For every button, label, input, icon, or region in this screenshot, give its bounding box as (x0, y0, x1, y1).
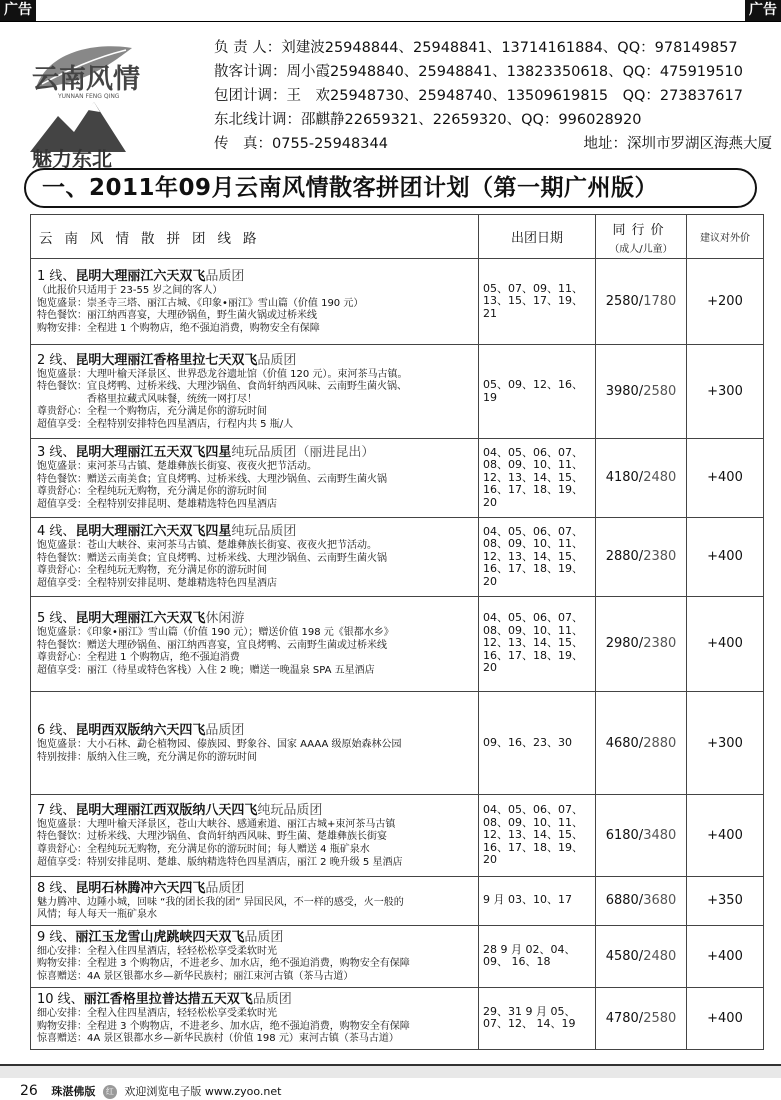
child-price: 3480 (643, 828, 677, 844)
route-name: 丽江香格里拉普达措五天双飞 (83, 992, 253, 1007)
peer-price: 3980/2580 (596, 345, 687, 439)
contact-individual: 散客计调：周小霞25948840、25948841、13823350618、QQ：475919510 (214, 64, 743, 80)
departure-dates: 05、09、12、16、 19 (479, 345, 596, 439)
brand-logo (28, 40, 178, 170)
route-detail-line: 特色餐饮：赠送云南美食；宜良烤鸭、过桥米线、大理沙锅鱼、云南野生菌火锅 (37, 473, 387, 485)
child-price: 2480 (643, 948, 677, 964)
route-detail-line: 特色餐饮：赠送大理砂锅鱼、丽江纳西喜宴，宜良烤鸭、云南野生菌或过桥米线 (37, 639, 387, 651)
route-detail-line: 尊贵舒心：全程纯玩无购物，充分满足你的游玩时间 (37, 486, 267, 498)
peer-price: 2580/1780 (596, 259, 687, 345)
adult-price: 4680 (605, 735, 639, 751)
header-price (596, 215, 687, 259)
footer-bar (0, 1064, 781, 1078)
route-detail-line: 风情；每人每天一瓶矿泉水 (37, 909, 157, 921)
departure-dates: 28 9 月 02、04、09、 16、18 (479, 925, 596, 987)
route-detail-line: 细心安排：全程入住四星酒店，轻轻松松享受柔软时光 (37, 945, 277, 957)
peer-price: 2980/2380 (596, 596, 687, 691)
adult-price: 4780 (605, 1010, 639, 1026)
route-detail-line: 饱览盛景：《印象•丽江》雪山篇（价值 190 元）；赠送价值 198 元《银都水乡》 (37, 627, 394, 639)
route-grade: 品质团 (244, 929, 284, 945)
route-detail-line: 惊喜赠送：4A 景区银都水乡—新华民族村（价值 198 元）束河古镇（茶马古道） (37, 1033, 399, 1045)
departure-dates: 04、05、06、07、 08、09、10、11、 12、13、14、15、 16、17、18、19、 20 (479, 596, 596, 691)
route-detail-line: 超值享受：丽江（待星或特色客栈）入住 2 晚；赠送一晚温泉 SPA 五星酒店 (37, 664, 375, 676)
route-detail-line: 饱览盛景：大理叶榆天泽景区，苍山大峡谷、感通索道、丽江古城+束河茶马古镇 (37, 818, 396, 830)
route-name: 昆明大理丽江六天双飞 (75, 268, 206, 284)
route-title (37, 722, 474, 739)
route-detail-line: 超值享受：全程特别安排昆明、楚雄精选特色四星酒店 (37, 498, 277, 510)
suggested-markup: +400 (687, 596, 764, 691)
adult-price: 2580 (605, 294, 639, 310)
route-detail-line: 特色餐饮：丽江纳西喜宴，大理砂锅鱼，野生菌火锅或过桥米线 (37, 310, 317, 322)
child-price: 2580 (643, 1010, 677, 1026)
route-grade: 品质团 (252, 992, 292, 1007)
route-name: 昆明西双版纳六天四飞 (75, 722, 206, 738)
route-title (37, 610, 474, 627)
contact-address: 地址：深圳市罗湖区海燕大厦 (583, 136, 772, 152)
logo-brand-pinyin: YUNNAN FENG QING (58, 93, 120, 100)
route-grade: 纯玩品质团 (257, 802, 323, 818)
table-row (31, 259, 764, 345)
route-detail-line: 特色餐饮：宜良烤鸭、过桥米线、大理沙锅鱼、食尚轩纳西风味、云南野生菌火锅、 (37, 381, 407, 393)
peer-price: 6180/3480 (596, 795, 687, 876)
child-price: 2480 (643, 470, 677, 486)
contact-fax: 传 真：0755-25948344 (214, 136, 388, 152)
table-row (31, 596, 764, 691)
route-title (37, 523, 474, 540)
route-detail-line: 饱览盛景：大小石林、勐仑植物园、傣族园、野象谷、国家 AAAA 级原始森林公园 (37, 738, 402, 750)
route-cell (31, 795, 479, 876)
schedule-banner: 一、2011年09月云南风情散客拼团计划（第一期广州版） (24, 168, 757, 208)
route-number: 10 线、 (37, 992, 84, 1007)
route-cell (31, 987, 479, 1049)
route-name: 昆明大理丽江五天双飞四星 (75, 445, 232, 461)
departure-dates: 9 月 03、10、17 (479, 876, 596, 925)
departure-dates: 09、16、23、30 (479, 691, 596, 795)
leaf-mountain-logo-icon (28, 40, 178, 170)
departure-dates: 04、05、06、07、 08、09、10、11、 12、13、14、15、 16、17、18、19、 20 (479, 517, 596, 596)
route-number: 5 线、 (37, 611, 76, 627)
adult-price: 6180 (605, 828, 639, 844)
route-detail-line: 尊贵舒心：全程纯玩无购物，充分满足你的游玩时间；每人赠送 4 瓶矿泉水 (37, 844, 370, 856)
route-name: 昆明大理丽江六天双飞四星 (75, 524, 232, 540)
route-detail-line: 超值享受：全程特别安排特色四星酒店，行程内共 5 瓶/人 (37, 418, 294, 430)
suggested-markup: +400 (687, 925, 764, 987)
route-detail-line: 饱览盛景：束河茶马古镇、楚雄彝族长街宴、夜夜火把节活动。 (37, 461, 317, 473)
route-title (37, 352, 474, 369)
suggested-markup: +350 (687, 876, 764, 925)
route-title (37, 268, 474, 285)
contact-info (214, 36, 774, 156)
peer-price: 2880/2380 (596, 517, 687, 596)
route-detail-line: 饱览盛景：苍山大峡谷、束河茶马古镇、楚雄彝族长街宴、夜夜火把节活动。 (37, 540, 377, 552)
logo-brand-text: 云南风情 (32, 64, 140, 95)
route-detail-line: 特别按排：版纳入住三晚，充分满足你的游玩时间 (37, 751, 257, 763)
child-price: 2880 (643, 735, 677, 751)
route-number: 8 线、 (37, 880, 76, 896)
header-extra: 建议对外价 (687, 215, 764, 259)
route-cell (31, 596, 479, 691)
suggested-markup: +200 (687, 259, 764, 345)
child-price: 1780 (643, 294, 677, 310)
route-grade: 品质团 (205, 722, 245, 738)
suggested-markup: +400 (687, 795, 764, 876)
route-detail-line: 特色餐饮：过桥米线、大理沙锅鱼、食尚轩纳西风味、野生菌、楚雄彝族长街宴 (37, 831, 387, 843)
departure-dates: 04、05、06、07、 08、09、10、11、 12、13、14、15、 16、17、18、19、 20 (479, 795, 596, 876)
header-price-label: 同行价 (612, 222, 670, 238)
route-detail-line: 尊贵舒心：全程进 1 个购物店，绝不强迫消费 (37, 652, 240, 664)
table-row (31, 438, 764, 517)
route-name: 昆明大理丽江西双版纳八天四飞 (75, 802, 258, 818)
peer-price: 4580/2480 (596, 925, 687, 987)
route-detail-line: 超值享受：特别安排昆明、楚雄、版纳精选特色四星酒店，丽江 2 晚升级 5 星酒店 (37, 856, 403, 868)
route-grade: 纯玩品质团 (231, 524, 297, 540)
route-number: 7 线、 (37, 802, 76, 818)
adult-price: 2980 (605, 636, 639, 652)
peer-price: 4680/2880 (596, 691, 687, 795)
route-title (37, 929, 474, 946)
route-detail-line: 饱览盛景：大理叶榆天泽景区、世界恐龙谷遗址馆（价值 120 元）。束河茶马古镇。 (37, 368, 408, 380)
route-detail-line: 特色餐饮：赠送云南美食；宜良烤鸭、过桥米线、大理沙锅鱼、云南野生菌火锅 (37, 552, 387, 564)
header-dates: 出团日期 (479, 215, 596, 259)
footer-text (20, 1083, 281, 1099)
suggested-markup: +300 (687, 345, 764, 439)
route-name: 昆明大理丽江香格里拉七天双飞 (75, 352, 258, 368)
logo-sub-text: 魅力东北 (32, 147, 112, 170)
route-name: 昆明石林腾冲六天四飞 (75, 880, 206, 896)
table-row (31, 795, 764, 876)
route-title (37, 444, 474, 461)
departure-dates: 04、05、06、07、 08、09、10、11、 12、13、14、15、 16、17、18、19、 20 (479, 438, 596, 517)
table-row (31, 925, 764, 987)
peer-price: 6880/3680 (596, 876, 687, 925)
contact-manager: 负 责 人：刘建波25948844、25948841、13714161884、QQ：978149857 (214, 40, 738, 56)
route-cell (31, 925, 479, 987)
route-title (37, 880, 474, 897)
route-title (37, 991, 474, 1008)
route-detail-line: 尊贵舒心：全程一个购物店，充分满足你的游玩时间 (37, 406, 267, 418)
footer-website: 欢迎浏览电子版 www.zyoo.net (124, 1085, 282, 1098)
departure-dates: 05、07、09、11、 13、15、17、19、 21 (479, 259, 596, 345)
route-name: 丽江玉龙雪山虎跳峡四天双飞 (75, 929, 245, 945)
route-detail-line: 香格里拉藏式风味餐，统统一网打尽！ (37, 393, 257, 405)
table-row (31, 876, 764, 925)
route-cell (31, 691, 479, 795)
table-row (31, 987, 764, 1049)
route-number: 4 线、 (37, 524, 76, 540)
route-detail-line: 尊贵舒心：全程纯玩无购物，充分满足你的游玩时间 (37, 565, 267, 577)
route-detail-line: 魅力腾冲、边陲小城，回味 “我的团长我的团” 异国民风，不一样的感受，火一般的 (37, 896, 404, 908)
departure-dates: 29、31 9 月 05、07、12、 14、19 (479, 987, 596, 1049)
route-cell (31, 517, 479, 596)
table-row (31, 517, 764, 596)
ad-label-right: 广告 (745, 0, 781, 21)
route-title (37, 802, 474, 819)
header-route: 云南风情散拼团线路 (31, 215, 479, 259)
adult-price: 6880 (605, 893, 639, 909)
table-header-row (31, 215, 764, 259)
route-detail-line: （此报价只适用于 23-55 岁之间的客人） (37, 284, 223, 296)
route-grade: 品质团 (205, 880, 245, 896)
route-detail-line: 购物安排：全程进 1 个购物店，绝不强迫消费，购物安全有保障 (37, 322, 320, 334)
child-price: 2580 (643, 384, 677, 400)
route-cell (31, 876, 479, 925)
contact-group: 包团计调：王 欢25948730、25948740、13509619815 QQ：273837617 (214, 88, 743, 104)
route-number: 2 线、 (37, 352, 76, 368)
route-cell (31, 259, 479, 345)
route-number: 6 线、 (37, 722, 76, 738)
route-number: 3 线、 (37, 445, 76, 461)
adult-price: 4180 (605, 470, 639, 486)
page-number: 26 (20, 1083, 38, 1099)
peer-price: 4180/2480 (596, 438, 687, 517)
route-grade: 品质团 (205, 268, 245, 284)
suggested-markup: +400 (687, 438, 764, 517)
adult-price: 2880 (605, 549, 639, 565)
route-grade: 休闲游 (205, 611, 245, 627)
footer-publisher: 珠湛佛版 (51, 1085, 96, 1098)
suggested-markup: +400 (687, 517, 764, 596)
table-row (31, 691, 764, 795)
top-ad-bar (0, 0, 781, 22)
route-detail-line: 超值享受：全程特别安排昆明、楚雄精选特色四星酒店 (37, 577, 277, 589)
child-price: 2380 (643, 636, 677, 652)
contact-northeast: 东北线计调：邵麒静22659321、22659320、QQ：996028920 (214, 112, 642, 128)
route-detail-line: 购物安排：全程进 3 个购物店，不进老乡、加水店，绝不强迫消费，购物安全有保障 (37, 958, 410, 970)
route-name: 昆明大理丽江六天双飞 (75, 611, 206, 627)
route-number: 9 线、 (37, 929, 76, 945)
route-grade: 纯玩品质团（丽进昆出） (231, 445, 375, 461)
route-detail-line: 饱览盛景：崇圣寺三塔、丽江古城、《印象•丽江》雪山篇（价值 190 元） (37, 297, 364, 309)
header-price-sub: （成人/儿童） (609, 243, 673, 255)
route-detail-line: 细心安排：全程入住四星酒店，轻轻松松享受柔软时光 (37, 1008, 277, 1019)
table-row (31, 345, 764, 439)
route-cell (31, 438, 479, 517)
adult-price: 3980 (605, 384, 639, 400)
seal-icon: 红 (103, 1085, 117, 1099)
tour-schedule-table (30, 214, 764, 1050)
ad-label-left: 广告 (0, 0, 36, 21)
route-number: 1 线、 (37, 268, 76, 284)
suggested-markup: +400 (687, 987, 764, 1049)
child-price: 3680 (643, 893, 677, 909)
route-cell (31, 345, 479, 439)
suggested-markup: +300 (687, 691, 764, 795)
route-grade: 品质团 (257, 352, 297, 368)
route-detail-line: 购物安排：全程进 3 个购物店，不进老乡、加水店，绝不强迫消费，购物安全有保障 (37, 1020, 410, 1032)
route-detail-line: 惊喜赠送：4A 景区银都水乡—新华民族村；丽江束河古镇（茶马古道） (37, 971, 354, 983)
adult-price: 4580 (605, 948, 639, 964)
child-price: 2380 (643, 549, 677, 565)
peer-price: 4780/2580 (596, 987, 687, 1049)
